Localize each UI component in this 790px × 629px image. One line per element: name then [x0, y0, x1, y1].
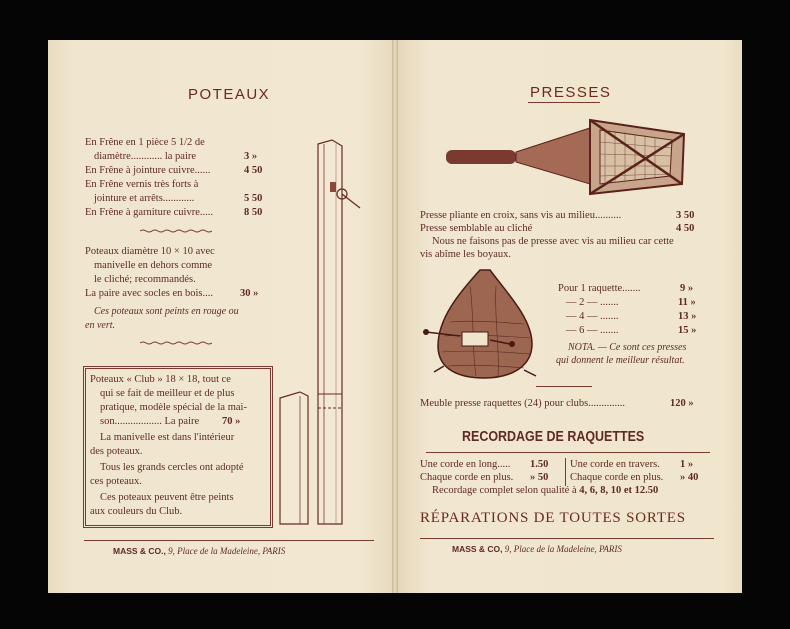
meuble-label: Meuble presse raquettes (24) pour clubs..............: [420, 398, 625, 409]
item1-line1: En Frêne en 1 pièce 5 1/2 de: [85, 137, 205, 148]
wavy-divider: [140, 229, 212, 233]
item2-line1: En Frêne à jointure cuivre......: [85, 165, 211, 176]
club-p3-1: Tous les grands cercles ont adopté: [100, 462, 244, 473]
raquette-price-4: 15 »: [678, 325, 697, 336]
recordage-r2-left: Chaque corde en plus.: [420, 472, 514, 483]
recordage-r2-left-price: » 50: [530, 472, 549, 483]
presse-2-price: 4 50: [676, 223, 695, 234]
poteaux-title: POTEAUX: [188, 86, 271, 103]
recordage-r3: [432, 485, 658, 496]
poteaux-desc-2: manivelle en dehors comme: [94, 260, 213, 271]
recordage-rule: [426, 452, 710, 453]
left-footer-address: 9, Place de la Madeleine, PARIS: [168, 546, 286, 556]
meuble-price: 120 »: [670, 398, 694, 409]
right-footer-rule: [420, 538, 714, 539]
item2-price: 4 50: [244, 165, 263, 176]
reparations-heading: RÉPARATIONS DE TOUTES SORTES: [420, 510, 686, 526]
raquette-row-1: Pour 1 raquette.......: [558, 283, 641, 294]
short-divider: [536, 386, 592, 387]
paint-note-2: en vert.: [85, 320, 115, 331]
recordage-r3-prices: 4, 6, 8, 10 et 12.50: [579, 485, 659, 496]
right-footer-name: MASS & CO,: [452, 544, 503, 554]
raquette-price-3: 13 »: [678, 311, 697, 322]
item1-price: 3 »: [244, 151, 258, 162]
poteaux-desc-3: le cliché; recommandés.: [94, 274, 196, 285]
club-p1-3: pratique, modèle spécial de la mai-: [100, 402, 247, 413]
recordage-r2-right-price: » 40: [680, 472, 699, 483]
raquette-row-2: — 2 — .......: [566, 297, 619, 308]
wavy-divider: [140, 341, 212, 345]
club-p1-1: Poteaux « Club » 18 × 18, tout ce: [90, 374, 231, 385]
presse-note-1: Nous ne faisons pas de presse avec vis au milieu car cette: [432, 236, 674, 247]
book-spine: [392, 40, 398, 593]
recordage-r3-label: Recordage complet selon qualité à: [432, 485, 577, 496]
title-underline: [528, 102, 600, 103]
nota-1: NOTA. — Ce sont ces presses: [568, 342, 687, 353]
club-p3-2: ces poteaux.: [90, 476, 142, 487]
club-p2-1: La manivelle est dans l'intérieur: [100, 432, 235, 443]
club-p2-2: des poteaux.: [90, 446, 143, 457]
left-footer: [113, 546, 285, 556]
item4-price: 8 50: [244, 207, 263, 218]
left-footer-rule: [84, 540, 374, 541]
item4-line1: En Frêne à garniture cuivre.....: [85, 207, 213, 218]
presse-2-label: Presse semblable au cliché: [420, 223, 533, 234]
club-p4-2: aux couleurs du Club.: [90, 506, 183, 517]
recordage-divider: [565, 458, 566, 486]
raquette-price-1: 9 »: [680, 283, 694, 294]
item1-line2: diamètre............ la paire: [94, 151, 197, 162]
recordage-r1-right-price: 1 »: [680, 459, 694, 470]
right-footer-address: 9, Place de la Madeleine, PARIS: [504, 544, 622, 554]
right-footer: [452, 544, 622, 554]
socles-price: 30 »: [240, 288, 259, 299]
club-p1-2: qui se fait de meilleur et de plus: [100, 388, 235, 399]
raquette-row-4: — 6 — .......: [566, 325, 619, 336]
left-footer-name: MASS & CO.,: [113, 546, 166, 556]
pear-press-illustration: [420, 262, 550, 382]
club-price: 70 »: [222, 416, 241, 427]
paint-note-1: Ces poteaux sont peints en rouge ou: [94, 306, 239, 317]
presse-1-label: Presse pliante en croix, sans vis au milieu..........: [420, 210, 622, 221]
recordage-title: RECORDAGE DE RAQUETTES: [462, 429, 645, 445]
club-p4-1: Ces poteaux peuvent être peints: [100, 492, 234, 503]
raquette-row-3: — 4 — .......: [566, 311, 619, 322]
item3-price: 5 50: [244, 193, 263, 204]
item3-line2: jointure et arrêts............: [94, 193, 195, 204]
recordage-r1-right: Une corde en travers.: [570, 459, 660, 470]
cross-press-illustration: [440, 114, 690, 198]
presses-title: PRESSES: [530, 84, 612, 101]
socles-line: La paire avec socles en bois....: [85, 288, 213, 299]
nota-2: qui donnent le meilleur résultat.: [556, 355, 685, 366]
club-p1-4: son.................. La paire: [100, 416, 200, 427]
presse-1-price: 3 50: [676, 210, 695, 221]
raquette-price-2: 11 »: [678, 297, 696, 308]
presse-note-2: vis abîme les boyaux.: [420, 249, 511, 260]
poteau-illustration: [272, 138, 372, 530]
recordage-r1-left-price: 1.50: [530, 459, 549, 470]
poteaux-desc-1: Poteaux diamètre 10 × 10 avec: [85, 246, 215, 257]
recordage-r1-left: Une corde en long.....: [420, 459, 511, 470]
recordage-r2-right: Chaque corde en plus.: [570, 472, 664, 483]
item3-line1: En Frêne vernis très forts à: [85, 179, 199, 190]
